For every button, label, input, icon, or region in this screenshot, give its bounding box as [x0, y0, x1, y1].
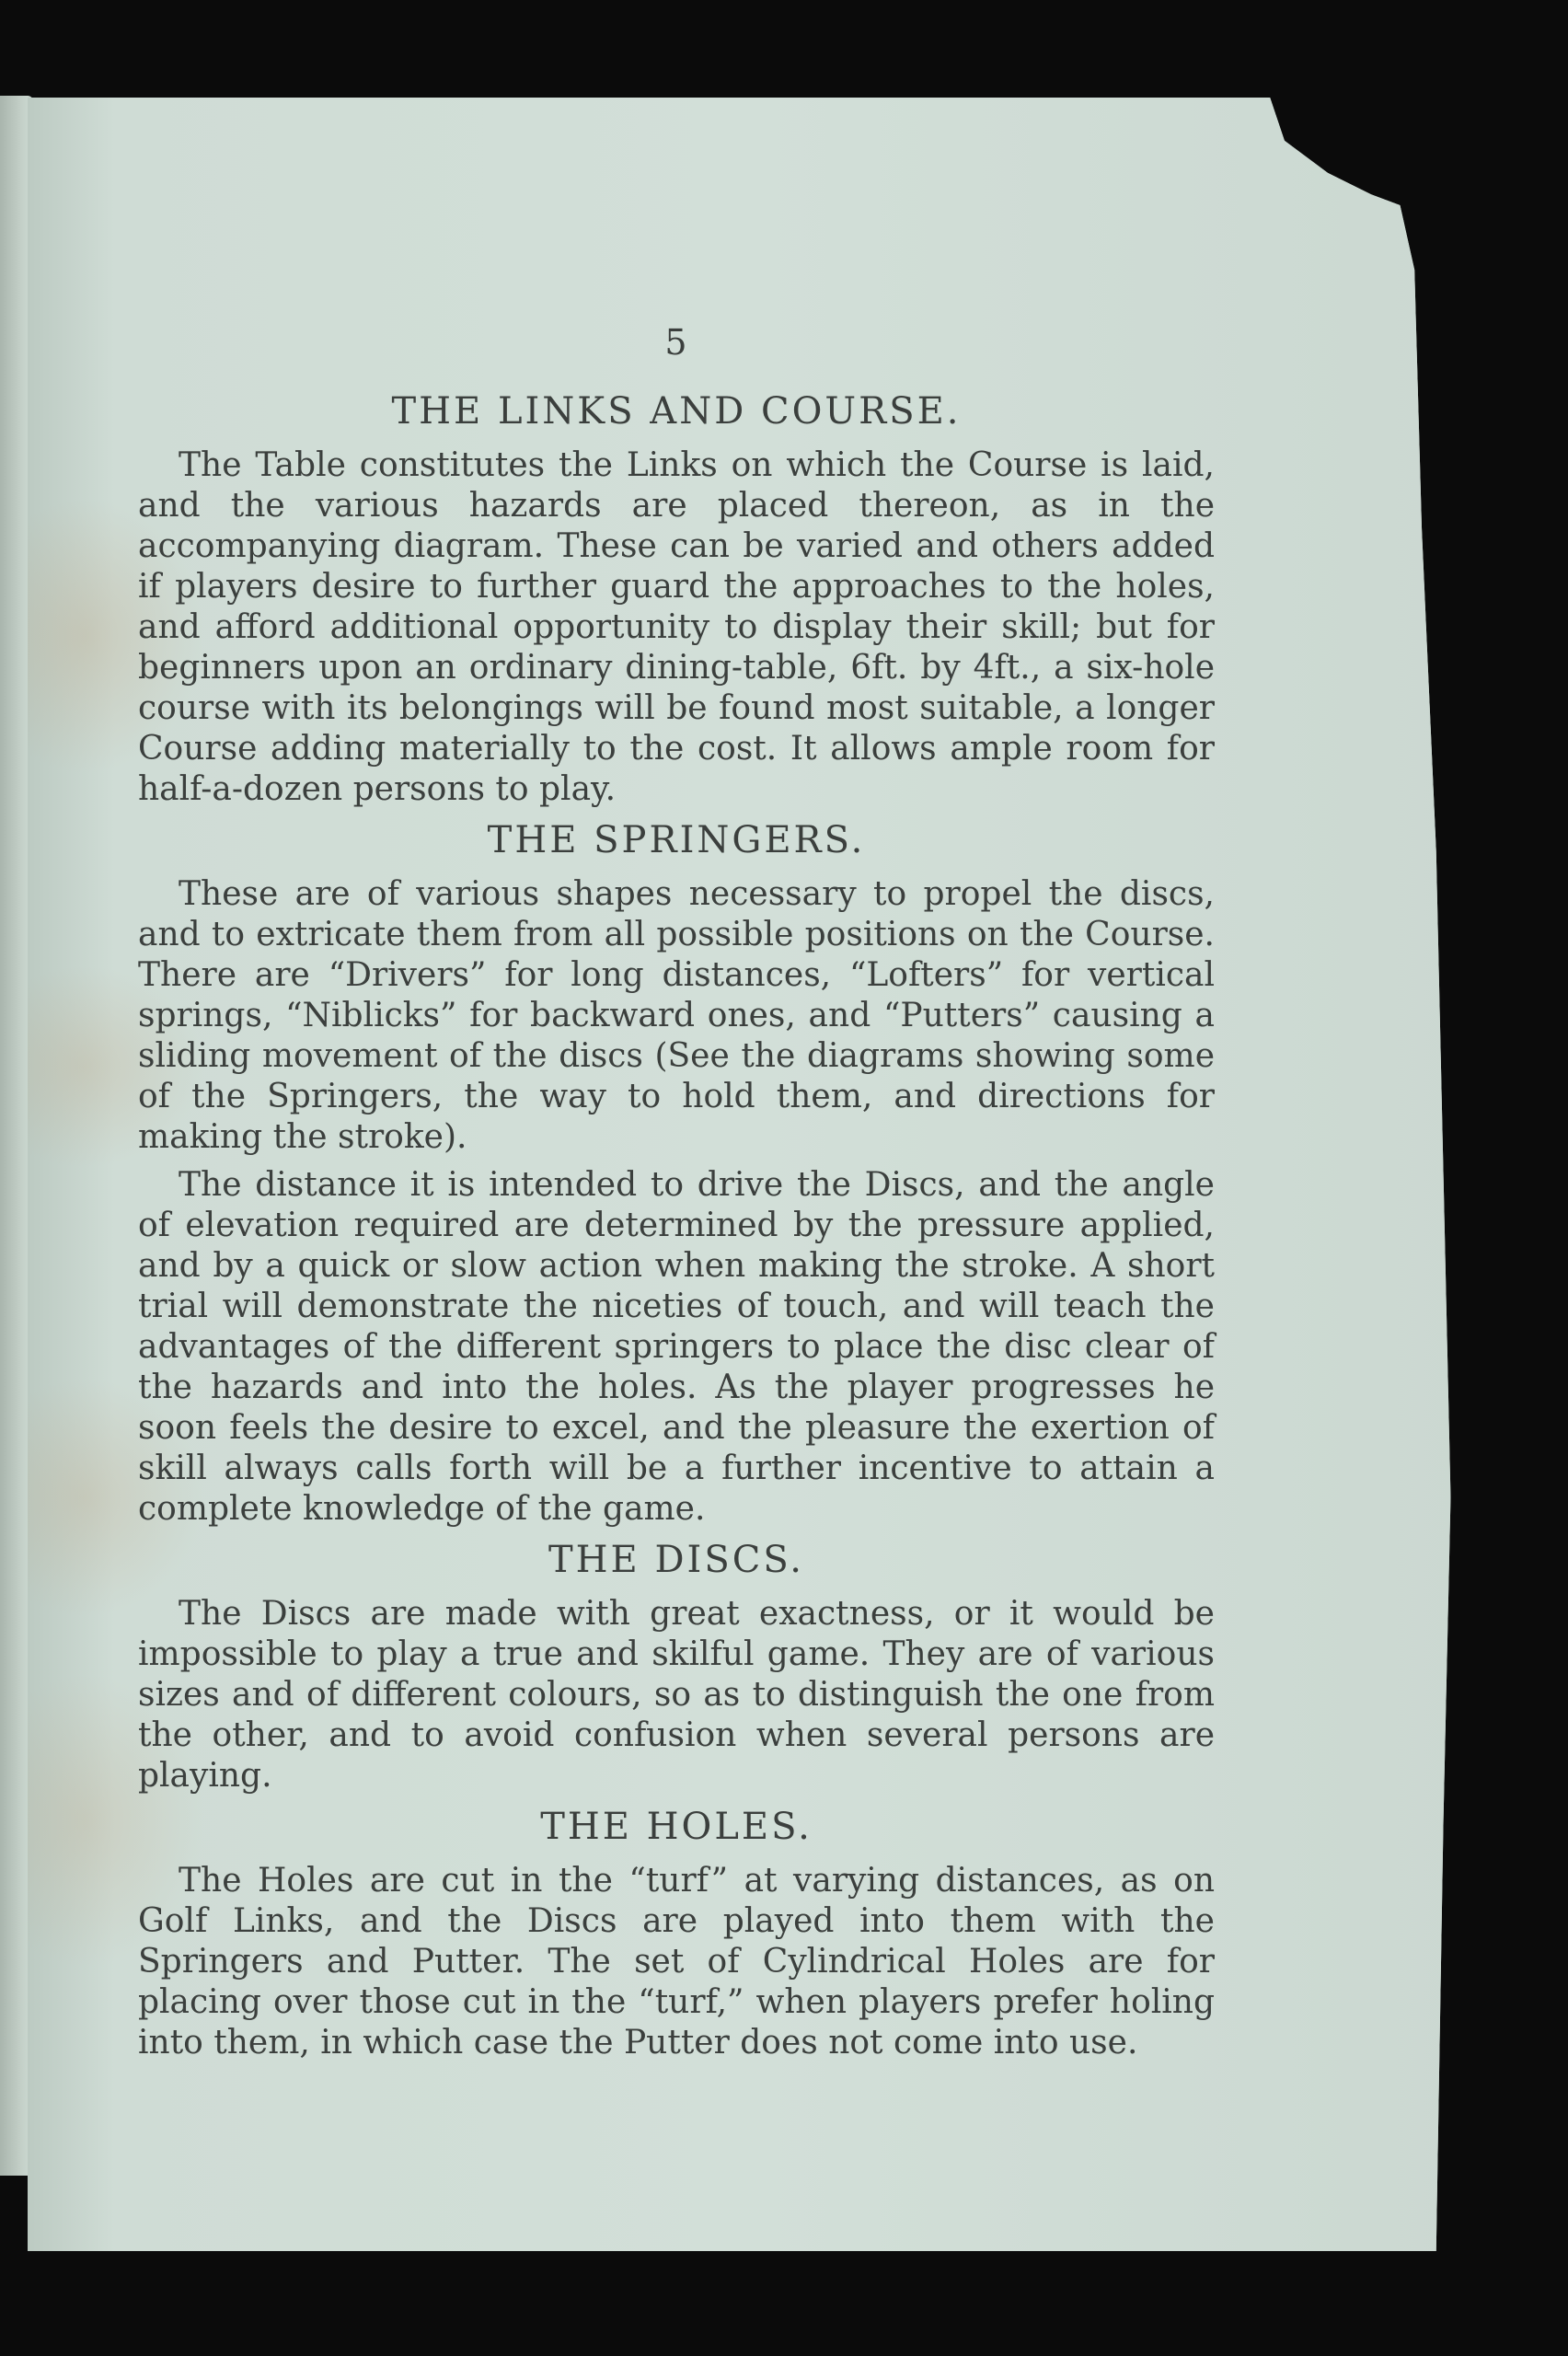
paragraph: The Discs are made with great exactness, or it would be impossible to play a true and skilful game. They are of various sizes and of different colours, so as to distinguish the one from the other, and to avoid confusion when several persons are playing.: [138, 1595, 1215, 1795]
section-heading: THE LINKS AND COURSE.: [391, 390, 962, 433]
page-number: 5: [664, 322, 688, 363]
paragraph: The Holes are cut in the “turf” at varying distances, as on Golf Links, and the Discs are played into them with the Springers and Putter. The set of Cylindrical Holes are for placing over those cut in the “turf,” when players prefer holing into them, in which case the Putter does not come into use.: [138, 1862, 1215, 2062]
section-heading: THE SPRINGERS.: [487, 819, 866, 861]
section-holes: [138, 1806, 1215, 2063]
paragraph: The distance it is intended to drive the Discs, and the angle of elevation required are determined by the pressure applied, and by a quick or slow action when making the stroke. A short trial will demonstrate the niceties of touch, and will teach the advantages of the different springers to place the disc clear of the hazards and into the holes. As the player progresses he soon feels the desire to excel, and the pleasure the exertion of skill always calls forth will be a further incentive to attain a complete knowledge of the game.: [138, 1166, 1215, 1528]
paragraph: These are of various shapes necessary to propel the discs, and to extricate them from all possible positions on the Course. There are “Drivers” for long distances, “Lofters” for vertical springs, “Niblicks” for backward ones, and “Putters” causing a sliding movement of the discs (See the diagrams showing some of the Springers, the way to hold them, and directions for making the stroke).: [138, 875, 1215, 1156]
page-content: [138, 322, 1215, 2071]
section-springers: [138, 819, 1215, 1530]
paragraph: The Table constitutes the Links on which the Course is laid, and the various hazards are placed thereon, as in the accompanying diagram. These can be varied and others added if players desire to further guard the approaches to the holes, and afford additional opportunity to display their skill; but for beginners upon an ordinary dining-table, 6ft. by 4ft., a six-hole course with its belongings will be found most suitable, a longer Course adding materially to the cost. It allows ample room for half-a-dozen persons to play.: [138, 446, 1215, 808]
section-heading: THE DISCS.: [548, 1539, 805, 1581]
section-heading: THE HOLES.: [540, 1806, 813, 1848]
section-discs: [138, 1539, 1215, 1796]
section-links-and-course: [138, 390, 1215, 810]
